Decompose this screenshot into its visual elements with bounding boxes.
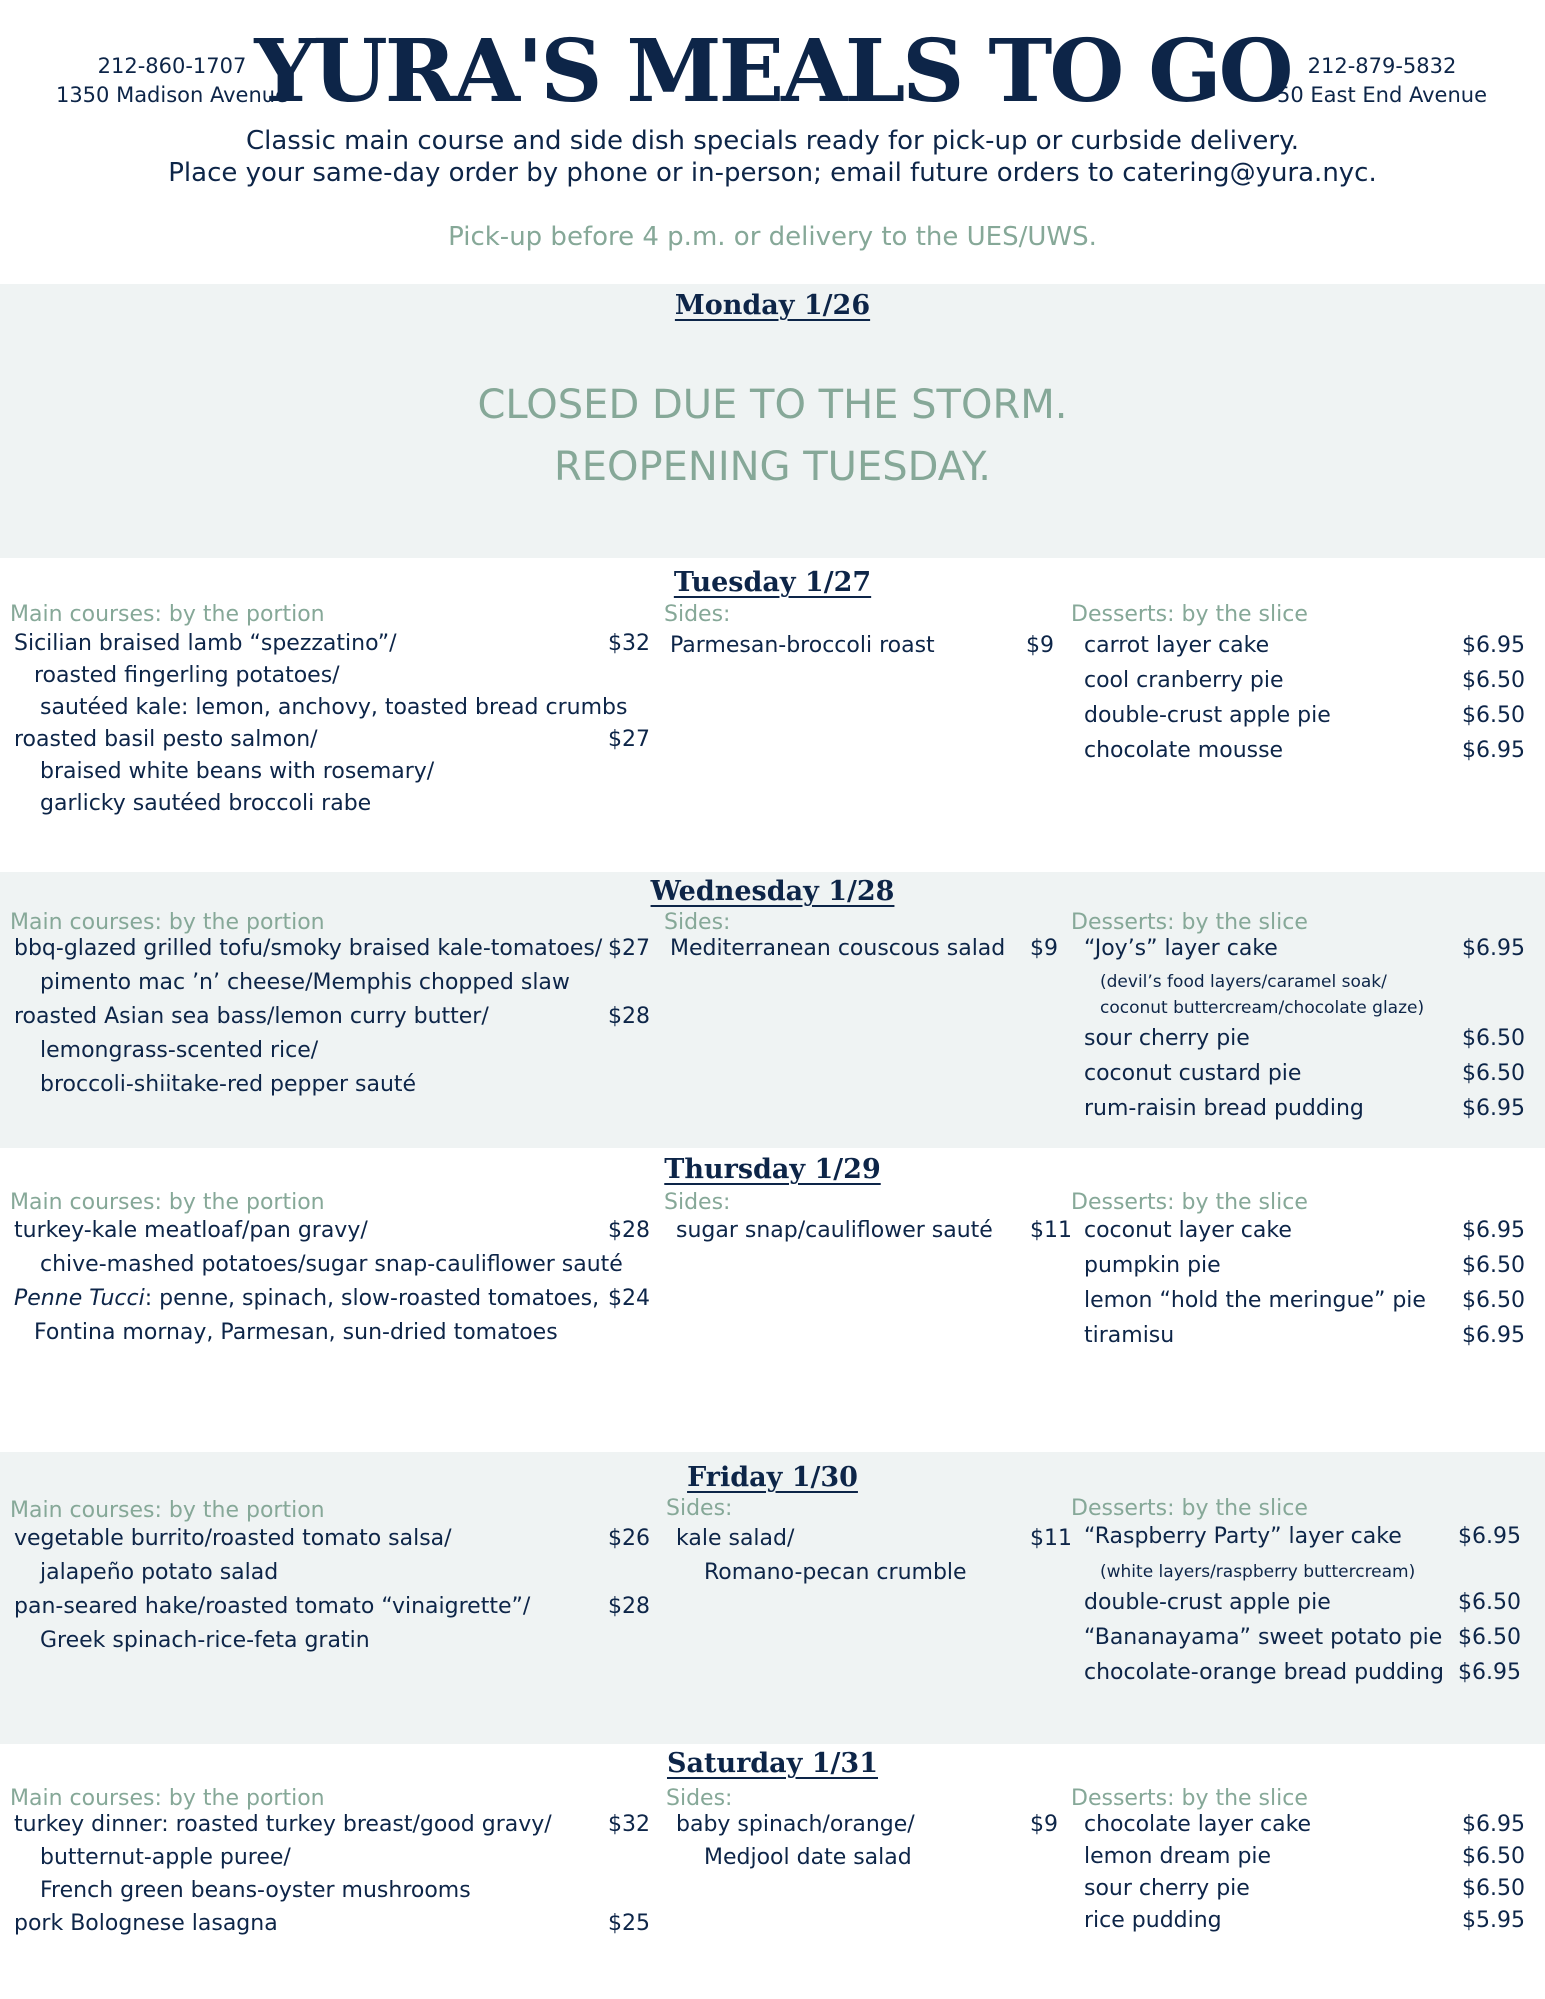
dessert-item: rice pudding: [1084, 1908, 1222, 1933]
main-item-line: roasted basil pesto salmon/: [14, 727, 318, 752]
dessert-item-price: $6.95: [1462, 936, 1525, 961]
side-item: Parmesan-broccoli roast: [670, 633, 935, 658]
side-item: baby spinach/orange/: [676, 1812, 915, 1837]
intro-line-2: Place your same-day order by phone or in-person; email future orders to catering@yura.nyc.: [168, 158, 1377, 188]
intro-line-1: Classic main course and side dish specials ready for pick-up or curbside delivery.: [245, 126, 1300, 156]
dessert-item: chocolate-orange bread pudding: [1084, 1660, 1444, 1685]
dessert-item: lemon “hold the meringue” pie: [1084, 1288, 1426, 1313]
main-item-price: $28: [608, 1594, 650, 1619]
tuesday-title: Tuesday 1/27: [673, 567, 872, 598]
dessert-item: lemon dream pie: [1084, 1844, 1272, 1869]
dish-description: : penne, spinach, slow-roasted tomatoes,: [144, 1286, 600, 1311]
sides-label: Sides:: [666, 1786, 733, 1811]
dessert-item: “Raspberry Party” layer cake: [1084, 1524, 1402, 1549]
main-item-line: Sicilian braised lamb “spezzatino”/: [14, 631, 397, 656]
dish-name-italic: Penne Tucci: [14, 1286, 145, 1311]
main-item-price: $28: [608, 1218, 650, 1243]
main-item-line: lemongrass-scented rice/: [40, 1038, 319, 1063]
left-phone: 212-860-1707: [97, 54, 247, 78]
main-item-line: roasted fingerling potatoes/: [34, 663, 340, 688]
main-courses-label: Main courses: by the portion: [10, 1498, 325, 1523]
dessert-item-price: $6.50: [1462, 1253, 1525, 1278]
desserts-label: Desserts: by the slice: [1071, 602, 1308, 627]
page-title: YURA'S MEALS TO GO: [254, 21, 1291, 122]
side-item-line: Medjool date salad: [704, 1845, 912, 1870]
main-item-price: $27: [608, 936, 650, 961]
right-phone: 212-879-5832: [1307, 54, 1457, 78]
side-item: kale salad/: [676, 1526, 795, 1551]
monday-section: [0, 284, 1545, 558]
main-item-line: bbq-glazed grilled tofu/smoky braised kale-tomatoes/: [14, 936, 603, 961]
main-item-line: garlicky sautéed broccoli rabe: [40, 791, 372, 816]
friday-section: [0, 1452, 1545, 1744]
main-item-price: $32: [608, 631, 650, 656]
sides-label: Sides:: [664, 910, 731, 935]
dessert-item-price: $6.95: [1458, 1524, 1521, 1549]
saturday-title: Saturday 1/31: [666, 1748, 878, 1779]
main-item-price: $32: [608, 1812, 650, 1837]
sides-label: Sides:: [666, 1496, 733, 1521]
main-item-line: pork Bolognese lasagna: [14, 1911, 278, 1936]
dessert-item-price: $6.50: [1462, 1876, 1525, 1901]
main-item-line: braised white beans with rosemary/: [40, 759, 435, 784]
dessert-item: double-crust apple pie: [1084, 703, 1331, 728]
monday-title: Monday 1/26: [674, 290, 871, 321]
main-item-line: sautéed kale: lemon, anchovy, toasted bread crumbs: [40, 695, 628, 720]
main-item-line: Greek spinach-rice-feta gratin: [40, 1628, 370, 1653]
dessert-note: (white layers/raspberry buttercream): [1100, 1562, 1416, 1582]
side-item-price: $9: [1030, 936, 1058, 961]
main-item-price: $27: [608, 727, 650, 752]
desserts-label: Desserts: by the slice: [1071, 1496, 1308, 1521]
tuesday-section: [0, 558, 1545, 872]
wednesday-title: Wednesday 1/28: [650, 876, 895, 907]
main-item-line: jalapeño potato salad: [40, 1560, 279, 1585]
dessert-item-price: $6.95: [1462, 1096, 1525, 1121]
main-courses-label: Main courses: by the portion: [10, 1786, 325, 1811]
dessert-item-price: $6.50: [1462, 1844, 1525, 1869]
right-address: 50 East End Avenue: [1277, 83, 1487, 107]
thursday-section: [0, 1148, 1545, 1452]
dessert-item-price: $6.95: [1462, 738, 1525, 763]
side-item: Mediterranean couscous salad: [670, 936, 1006, 961]
dessert-item-price: $6.50: [1462, 703, 1525, 728]
main-item-line: roasted Asian sea bass/lemon curry butter/: [14, 1004, 489, 1029]
pickup-note: Pick-up before 4 p.m. or delivery to the UES/UWS.: [448, 222, 1097, 252]
dessert-item-price: $6.50: [1462, 1026, 1525, 1051]
dessert-item: rum-raisin bread pudding: [1084, 1096, 1364, 1121]
dessert-item: chocolate layer cake: [1084, 1812, 1312, 1837]
closed-notice-line-2: REOPENING TUESDAY.: [553, 444, 992, 490]
saturday-section: [0, 1744, 1545, 1999]
dessert-item-price: $6.50: [1458, 1590, 1521, 1615]
main-item-price: $24: [608, 1286, 650, 1311]
dessert-item: coconut layer cake: [1084, 1218, 1292, 1243]
main-item-line: turkey-kale meatloaf/pan gravy/: [14, 1218, 368, 1243]
main-item-line: [14, 1286, 599, 1311]
main-item-line: broccoli-shiitake-red pepper sauté: [40, 1072, 417, 1097]
dessert-item: “Bananayama” sweet potato pie: [1084, 1625, 1443, 1650]
dessert-item-price: $6.95: [1462, 1812, 1525, 1837]
side-item-price: $11: [1030, 1526, 1072, 1551]
dessert-item: chocolate mousse: [1084, 738, 1284, 763]
dessert-item: coconut custard pie: [1084, 1061, 1302, 1086]
main-item-line: butternut-apple puree/: [40, 1845, 291, 1870]
sides-label: Sides:: [664, 1190, 731, 1215]
main-courses-label: Main courses: by the portion: [10, 602, 325, 627]
main-item-price: $25: [608, 1911, 650, 1936]
dessert-item-price: $6.95: [1462, 1323, 1525, 1348]
side-item: sugar snap/cauliflower sauté: [676, 1218, 993, 1243]
dessert-note: coconut buttercream/chocolate glaze): [1100, 998, 1425, 1018]
dessert-item: sour cherry pie: [1084, 1026, 1250, 1051]
side-item-price: $11: [1030, 1218, 1072, 1243]
dessert-item: carrot layer cake: [1084, 633, 1270, 658]
main-courses-label: Main courses: by the portion: [10, 1190, 325, 1215]
desserts-label: Desserts: by the slice: [1071, 1190, 1308, 1215]
main-item-line: chive-mashed potatoes/sugar snap-cauliflower sauté: [40, 1252, 623, 1277]
right-contact: [1262, 52, 1502, 110]
dessert-item-price: $6.50: [1462, 1061, 1525, 1086]
dessert-item: tiramisu: [1084, 1323, 1175, 1348]
wednesday-section: [0, 872, 1545, 1148]
main-courses-label: Main courses: by the portion: [10, 910, 325, 935]
main-item-line: turkey dinner: roasted turkey breast/good gravy/: [14, 1812, 552, 1837]
dessert-item-price: $6.50: [1458, 1625, 1521, 1650]
main-item-price: $26: [608, 1526, 650, 1551]
dessert-item: sour cherry pie: [1084, 1876, 1250, 1901]
friday-title: Friday 1/30: [687, 1462, 858, 1493]
dessert-item-price: $6.95: [1462, 1218, 1525, 1243]
left-address: 1350 Madison Avenue: [55, 83, 289, 107]
dessert-item: cool cranberry pie: [1084, 668, 1284, 693]
dessert-item-price: $6.95: [1458, 1660, 1521, 1685]
thursday-title: Thursday 1/29: [664, 1154, 881, 1185]
desserts-label: Desserts: by the slice: [1071, 910, 1308, 935]
side-item-price: $9: [1030, 1812, 1058, 1837]
side-item-line: Romano-pecan crumble: [704, 1560, 967, 1585]
dessert-item-price: $6.50: [1462, 668, 1525, 693]
dessert-item-price: $5.95: [1462, 1908, 1525, 1933]
dessert-item: pumpkin pie: [1084, 1253, 1221, 1278]
side-item-price: $9: [1026, 633, 1054, 658]
main-item-line: vegetable burrito/roasted tomato salsa/: [14, 1526, 452, 1551]
main-item-line: Fontina mornay, Parmesan, sun-dried tomatoes: [34, 1320, 558, 1345]
closed-notice-line-1: CLOSED DUE TO THE STORM.: [477, 382, 1068, 428]
main-item-price: $28: [608, 1004, 650, 1029]
main-item-line: pimento mac ’n’ cheese/Memphis chopped slaw: [40, 970, 570, 995]
sides-label: Sides:: [664, 602, 731, 627]
dessert-note: (devil’s food layers/caramel soak/: [1100, 972, 1387, 992]
dessert-item-price: $6.95: [1462, 633, 1525, 658]
dessert-item-price: $6.50: [1462, 1288, 1525, 1313]
dessert-item: “Joy’s” layer cake: [1084, 936, 1278, 961]
dessert-item: double-crust apple pie: [1084, 1590, 1331, 1615]
main-item-line: French green beans-oyster mushrooms: [40, 1878, 471, 1903]
desserts-label: Desserts: by the slice: [1071, 1786, 1308, 1811]
main-item-line: pan-seared hake/roasted tomato “vinaigrette”/: [14, 1594, 531, 1619]
